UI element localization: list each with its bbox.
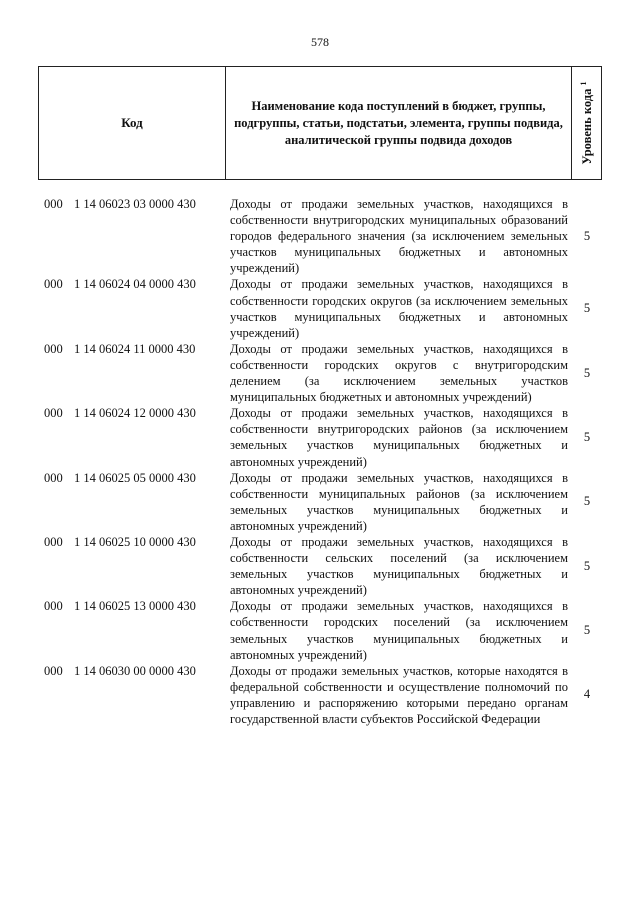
revenue-code: 1 14 06024 12 0000 430: [74, 406, 196, 421]
revenue-code: 1 14 06024 04 0000 430: [74, 277, 196, 292]
revenue-description: Доходы от продажи земельных участков, находящихся в собственности городских округов (за исключением земельных участков муниципальных бюджетных и автономных учреждений): [230, 277, 568, 340]
revenue-description: Доходы от продажи земельных участков, которые находятся в федеральной собственности и осуществление полномочий по управлению и распоряжению которыми передано органам государственной власти субъектов Российской Федерации: [230, 663, 568, 726]
code-level: 5: [583, 301, 591, 316]
revenue-description: Доходы от продажи земельных участков, находящихся в собственности городских поселений (за исключением земельных участков муниципальных бюджетных и автономных учреждений): [230, 599, 568, 662]
header-level-text: [578, 82, 594, 165]
code-level: 5: [583, 558, 591, 573]
code-level: 5: [583, 623, 591, 638]
code-level: 4: [583, 687, 591, 702]
revenue-code: 1 14 06030 00 0000 430: [74, 663, 196, 678]
header-name: Наименование кода поступлений в бюджет, группы, подгруппы, статьи, подстатьи, элемента, группы подвида, аналитической группы подвида доходов: [226, 67, 572, 179]
table-row: [38, 598, 602, 662]
revenue-code: 1 14 06025 10 0000 430: [74, 534, 196, 549]
admin-code: 000: [44, 197, 63, 211]
revenue-code: 1 14 06024 11 0000 430: [74, 341, 196, 356]
table-row: [38, 341, 602, 405]
table-body: [38, 196, 602, 727]
table-row: [38, 663, 602, 727]
code-level: 5: [583, 494, 591, 509]
revenue-description: Доходы от продажи земельных участков, находящихся в собственности сельских поселений (за исключением земельных участков муниципальных бюджетных и автономных учреждений): [230, 534, 568, 598]
table-row: [38, 276, 602, 340]
table-row: [38, 470, 602, 534]
table-row: [38, 405, 602, 469]
table-row: [38, 534, 602, 598]
admin-code: 000: [44, 599, 63, 614]
code-level: 5: [583, 228, 591, 243]
admin-code: 000: [44, 277, 63, 292]
header-level: [572, 67, 601, 179]
revenue-description: Доходы от продажи земельных участков, находящихся в собственности муниципальных районов (за исключением земельных участков муниципальных бюджетных и автономных учреждений): [230, 470, 568, 533]
revenue-code: 1 14 06023 03 0000 430: [74, 197, 196, 211]
header-level-label: Уровень кода: [579, 88, 594, 165]
revenue-description: Доходы от продажи земельных участков, находящихся в собственности внутригородских муниципальных образований городов федерального значения (за исключением земельных участков муниципальных бюджетных и автономных учреждений): [230, 197, 568, 276]
code-level: 5: [583, 429, 591, 444]
revenue-code: 1 14 06025 05 0000 430: [74, 470, 196, 485]
admin-code: 000: [44, 341, 63, 356]
admin-code: 000: [44, 406, 63, 421]
revenue-description: Доходы от продажи земельных участков, находящихся в собственности внутригородских районов (за исключением земельных участков муниципальных бюджетных и автономных учреждений): [230, 406, 568, 469]
table-header: [38, 66, 602, 180]
header-code: Код: [39, 67, 226, 179]
code-level: 5: [583, 365, 591, 380]
revenue-description: Доходы от продажи земельных участков, находящихся в собственности городских округов с внутригородским делением (за исключением земельных участков муниципальных бюджетных и автономных учреждений): [230, 341, 568, 405]
page-number: 578: [311, 35, 329, 49]
admin-code: 000: [44, 663, 63, 678]
header-level-footnote: 1: [578, 81, 588, 86]
admin-code: 000: [44, 470, 63, 485]
admin-code: 000: [44, 534, 63, 549]
table-row: [38, 196, 602, 276]
revenue-code: 1 14 06025 13 0000 430: [74, 599, 196, 614]
